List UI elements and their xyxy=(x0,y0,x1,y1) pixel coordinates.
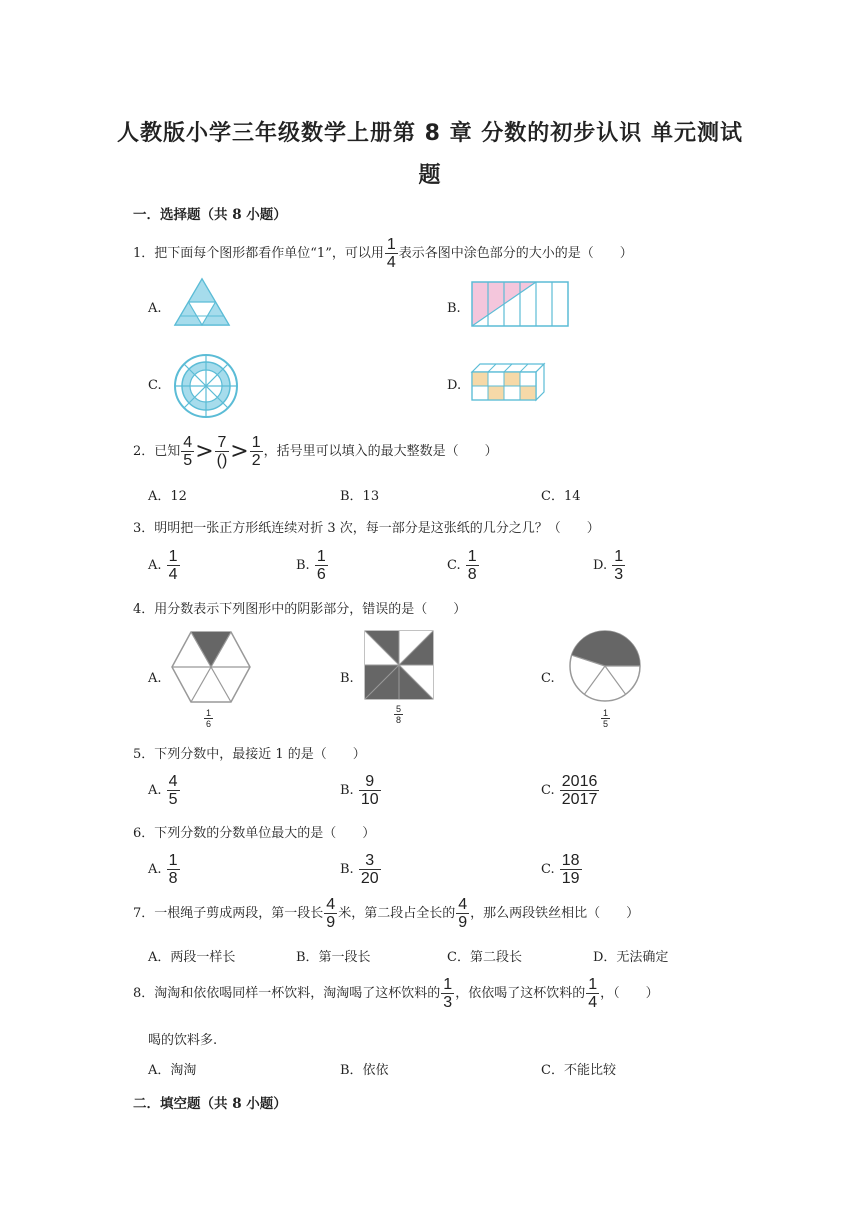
q1-frac-den: 4 xyxy=(386,254,396,271)
q7-option-b: B．第一段长 xyxy=(296,950,371,965)
q6-b-den: 20 xyxy=(360,870,379,887)
q8-text-pre: 8．淘淘和依依喝同样一杯饮料，淘淘喝了这杯饮料的 xyxy=(133,986,441,1001)
section-heading-fill: 二．填空题（共 8 小题） xyxy=(133,1096,287,1112)
q1-circle-figure xyxy=(172,352,240,420)
q7-f2-den: 9 xyxy=(458,914,468,931)
q6-c-den: 19 xyxy=(561,870,580,887)
q1-box-figure xyxy=(470,362,546,404)
q2-f1-den: 5 xyxy=(183,452,193,469)
q3-option-b xyxy=(296,548,329,583)
q7-text-post: ，那么两段铁丝相比（ ） xyxy=(470,906,640,921)
q4-b-cap-den: 8 xyxy=(396,715,402,725)
q4-pie-figure xyxy=(568,629,642,703)
page-title-cont: 题 xyxy=(418,163,442,188)
q7-text-mid: 米，第二段占全长的 xyxy=(338,906,456,921)
q8-fraction-2 xyxy=(586,976,599,1011)
question-4: 4．用分数表示下列图形中的阴影部分，错误的是（ ） xyxy=(133,602,467,617)
question-3: 3．明明把一张正方形纸连续对折 3 次，每一部分是这张纸的几分之几？（ ） xyxy=(133,521,600,536)
q2-gt-sign-2: > xyxy=(230,439,249,464)
q7-f1-num: 4 xyxy=(326,896,336,913)
question-1 xyxy=(133,236,633,271)
q1-frac-num: 1 xyxy=(386,236,396,253)
q7-fraction-1 xyxy=(324,896,337,931)
q8-fraction-1 xyxy=(441,976,454,1011)
q3-a-num: 1 xyxy=(168,548,178,565)
q3-c-den: 8 xyxy=(467,566,477,583)
section-heading-choice: 一．选择题（共 8 小题） xyxy=(133,207,287,223)
q1-option-b-label: B. xyxy=(447,301,461,316)
q8-text-line2: 喝的饮料多. xyxy=(148,1033,218,1048)
q4-b-caption xyxy=(393,704,404,725)
q3-option-a-label: A. xyxy=(148,558,162,573)
q5-option-a xyxy=(148,773,181,808)
q2-f3-num: 1 xyxy=(251,434,261,451)
q3-d-num: 1 xyxy=(614,548,624,565)
q8-f2-den: 4 xyxy=(588,994,598,1011)
q1-option-a-label: A. xyxy=(148,301,162,316)
q8-f1-den: 3 xyxy=(443,994,453,1011)
q6-a-den: 8 xyxy=(168,870,178,887)
q6-a-num: 1 xyxy=(168,852,178,869)
q4-option-a-label: A. xyxy=(148,671,162,686)
q1-text-pre: 1．把下面每个图形都看作单位“1”，可以用 xyxy=(133,246,384,261)
q3-option-b-label: B. xyxy=(296,558,310,573)
q3-b-num: 1 xyxy=(316,548,326,565)
q2-fraction-1 xyxy=(181,434,194,469)
q5-option-c-label: C. xyxy=(541,783,555,798)
q1-option-c-label: C. xyxy=(148,378,162,393)
q1-option-d-label: D. xyxy=(447,378,462,393)
q8-text-post: ，（ ） xyxy=(600,986,659,1001)
q5-c-den: 2017 xyxy=(561,791,598,808)
q2-f3-den: 2 xyxy=(251,452,261,469)
q6-option-a xyxy=(148,852,181,887)
q5-a-num: 4 xyxy=(168,773,178,790)
q4-c-cap-den: 5 xyxy=(603,719,609,729)
q6-option-b xyxy=(340,852,382,887)
q4-option-b-label: B. xyxy=(340,671,354,686)
q6-b-num: 3 xyxy=(365,852,375,869)
q7-text-pre: 7．一根绳子剪成两段，第一段长 xyxy=(133,906,324,921)
q1-rectangle-figure xyxy=(470,280,572,330)
q5-option-a-label: A. xyxy=(148,783,162,798)
q6-option-b-label: B. xyxy=(340,862,354,877)
q6-option-c xyxy=(541,852,583,887)
q4-b-cap-num: 5 xyxy=(396,704,402,714)
q2-option-a: A．12 xyxy=(148,489,187,504)
q8-text-mid: ，依依喝了这杯饮料的 xyxy=(455,986,586,1001)
q8-option-c: C．不能比较 xyxy=(541,1063,616,1078)
q3-b-den: 6 xyxy=(316,566,326,583)
q1-fraction xyxy=(385,236,398,271)
q3-option-d xyxy=(593,548,626,583)
q4-hexagon-figure xyxy=(170,630,252,704)
q2-option-c: C．14 xyxy=(541,489,581,504)
q3-option-a xyxy=(148,548,181,583)
q2-option-b: B．13 xyxy=(340,489,380,504)
q4-c-caption xyxy=(600,708,611,729)
q4-a-caption xyxy=(203,708,214,729)
q5-option-b-label: B. xyxy=(340,783,354,798)
q5-b-num: 9 xyxy=(365,773,375,790)
question-2 xyxy=(133,434,498,469)
q4-square-figure xyxy=(364,630,434,700)
q3-a-den: 4 xyxy=(168,566,178,583)
q3-option-d-label: D. xyxy=(593,558,608,573)
q5-b-den: 10 xyxy=(360,791,379,808)
q2-f2-den: () xyxy=(216,452,228,469)
q5-option-b xyxy=(340,773,382,808)
q7-fraction-2 xyxy=(456,896,469,931)
q4-c-cap-num: 1 xyxy=(603,708,609,718)
q2-f2-num: 7 xyxy=(217,434,227,451)
q6-option-c-label: C. xyxy=(541,862,555,877)
question-6: 6．下列分数的分数单位最大的是（ ） xyxy=(133,826,376,841)
question-5: 5．下列分数中，最接近 1 的是（ ） xyxy=(133,747,366,762)
q5-option-c xyxy=(541,773,600,808)
q7-f2-num: 4 xyxy=(458,896,468,913)
q4-option-c-label: C. xyxy=(541,671,555,686)
question-8 xyxy=(133,976,659,1011)
q7-option-d: D．无法确定 xyxy=(593,950,669,965)
q3-option-c-label: C. xyxy=(447,558,461,573)
q1-text-post: 表示各图中涂色部分的大小的是（ ） xyxy=(398,246,633,261)
q5-a-den: 5 xyxy=(168,791,178,808)
q7-option-c: C．第二段长 xyxy=(447,950,522,965)
q6-c-num: 18 xyxy=(561,852,580,869)
q3-c-num: 1 xyxy=(467,548,477,565)
q7-option-a: A．两段一样长 xyxy=(148,950,236,965)
q2-text-pre: 2．已知 xyxy=(133,444,181,459)
q4-a-cap-num: 1 xyxy=(206,708,212,718)
q2-f1-num: 4 xyxy=(183,434,193,451)
q1-triangle-figure xyxy=(172,276,232,328)
q3-d-den: 3 xyxy=(614,566,624,583)
q8-option-a: A．淘淘 xyxy=(148,1063,197,1078)
q8-f1-num: 1 xyxy=(443,976,453,993)
q3-option-c xyxy=(447,548,480,583)
q7-f1-den: 9 xyxy=(326,914,336,931)
q2-fraction-2 xyxy=(215,434,230,469)
question-7 xyxy=(133,896,639,931)
q2-fraction-3 xyxy=(250,434,263,469)
q5-c-num: 2016 xyxy=(561,773,598,790)
q8-f2-num: 1 xyxy=(588,976,598,993)
q6-option-a-label: A. xyxy=(148,862,162,877)
q2-gt-sign-1: > xyxy=(195,439,214,464)
page-title: 人教版小学三年级数学上册第 8 章 分数的初步认识 单元测试 xyxy=(117,121,743,146)
q8-option-b: B．依依 xyxy=(340,1063,389,1078)
q4-a-cap-den: 6 xyxy=(206,719,212,729)
q2-text-post: ，括号里可以填入的最大整数是（ ） xyxy=(263,444,498,459)
